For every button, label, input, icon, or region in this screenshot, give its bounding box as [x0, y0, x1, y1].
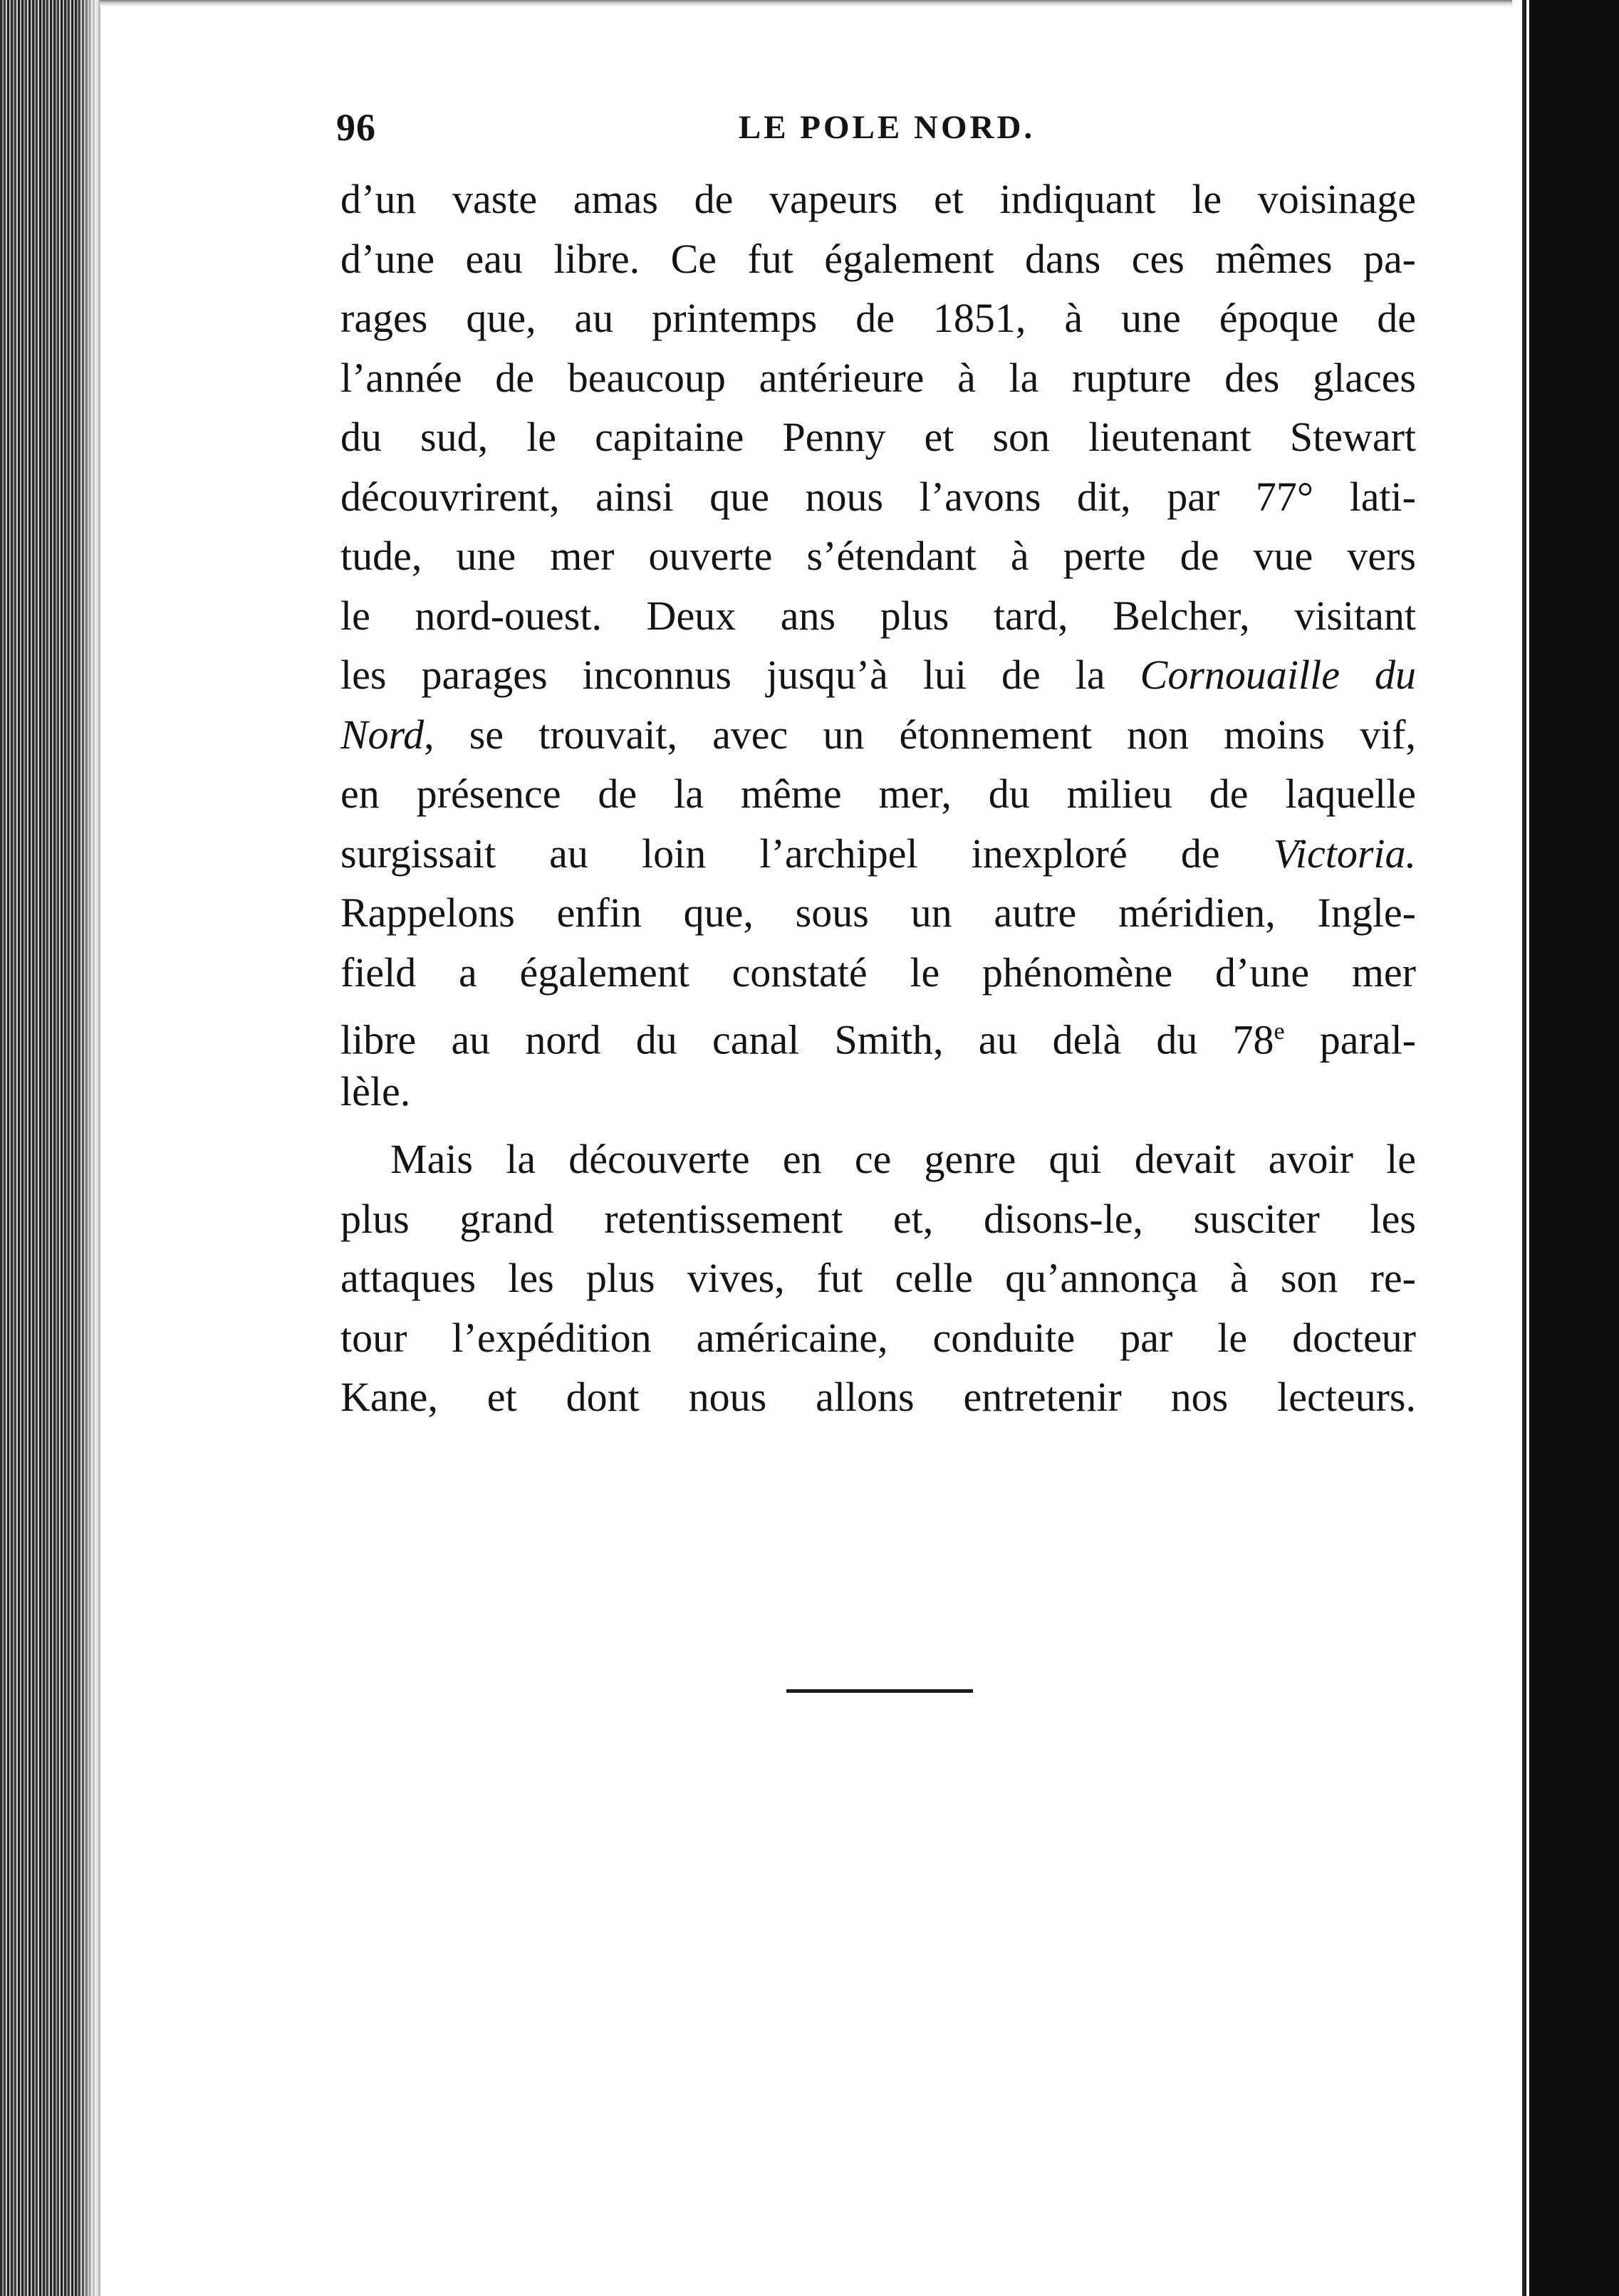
text-line: d’une eau libre. Ce fut également dans ces mêmes pa- — [340, 235, 1416, 282]
text-line — [340, 645, 1416, 705]
text-line — [340, 1002, 1416, 1062]
book-edge-right — [1512, 0, 1619, 2296]
italic-place-name: Cornouaille du — [1140, 652, 1416, 698]
paragraph-2 — [340, 1129, 1416, 1427]
text-line: lèle. — [340, 1068, 411, 1115]
running-title: LE POLE NORD. — [738, 109, 1036, 146]
scan-top-edge — [100, 0, 1512, 7]
page-number: 96 — [336, 106, 376, 149]
text-line: découvrirent, ainsi que nous l’avons dit, par 77° lati- — [340, 473, 1416, 520]
body-text — [340, 169, 1416, 1427]
page-boundary-line — [98, 0, 100, 2296]
paragraph-1 — [340, 169, 1416, 1121]
text-line: tude, une mer ouverte s’étendant à perte de vue vers — [340, 533, 1416, 579]
text-line: en présence de la même mer, du milieu de laquelle — [340, 771, 1416, 817]
text-segment: paral- — [1284, 1016, 1416, 1063]
text-line: du sud, le capitaine Penny et son lieutenant Stewart — [340, 414, 1416, 460]
text-line: Mais la découverte en ce genre qui devait avoir le — [390, 1136, 1416, 1182]
text-line: rages que, au printemps de 1851, à une époque de — [340, 295, 1416, 341]
italic-place-name: Nord — [340, 711, 425, 758]
text-line: Rappelons enfin que, sous un autre méridien, Ingle- — [340, 889, 1416, 936]
text-line: le nord-ouest. Deux ans plus tard, Belcher, visitant — [340, 592, 1416, 639]
text-line: l’année de beaucoup antérieure à la rupture des glaces — [340, 354, 1416, 401]
section-end-rule — [786, 1689, 973, 1693]
text-line: d’un vaste amas de vapeurs et indiquant le voisinage — [340, 176, 1416, 222]
text-segment: libre au nord du canal Smith, au delà du 78 — [340, 1016, 1274, 1063]
text-line — [340, 824, 1416, 884]
text-line: field a également constaté le phénomène d’une mer — [340, 949, 1416, 996]
text-line: attaques les plus vives, fut celle qu’annonça à son re- — [340, 1255, 1416, 1301]
superscript: e — [1274, 1018, 1285, 1045]
book-edge-left — [0, 0, 100, 2296]
text-line — [340, 705, 1416, 765]
text-segment: surgissait au loin l’archipel inexploré de — [340, 830, 1274, 877]
italic-place-name: Victoria. — [1273, 830, 1416, 877]
page-header — [336, 105, 1437, 155]
text-line: Kane, et dont nous allons entretenir nos lecteurs. — [340, 1374, 1416, 1420]
text-line: plus grand retentissement et, disons-le, susciter les — [340, 1195, 1416, 1242]
text-line: tour l’expédition américaine, conduite par le docteur — [340, 1314, 1416, 1361]
text-segment: les parages inconnus jusqu’à lui de la — [340, 652, 1140, 698]
text-segment: , se trouvait, avec un étonnement non moins vif, — [424, 711, 1416, 758]
